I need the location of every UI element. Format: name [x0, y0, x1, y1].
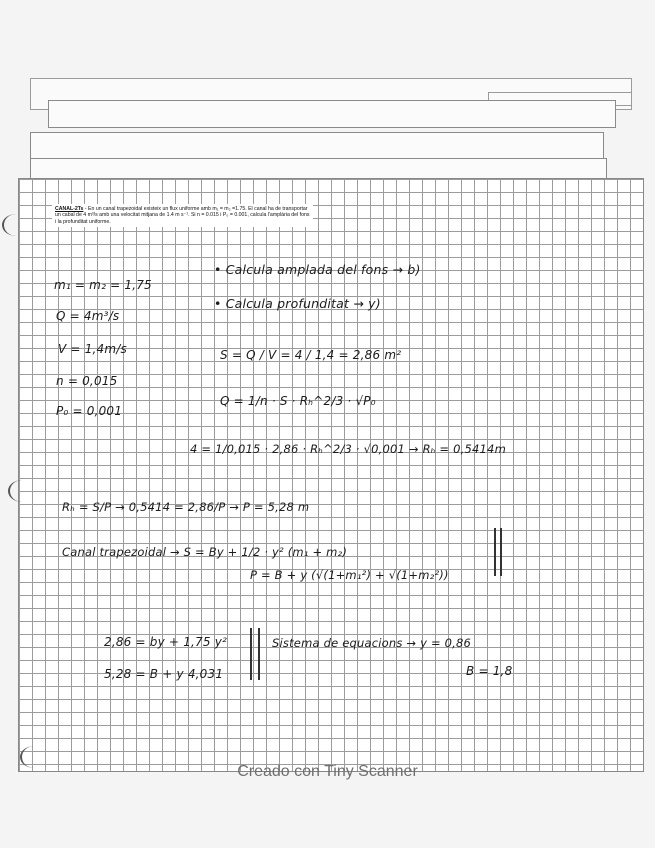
system-eq-2: 5,28 = B + y 4,031 [104, 667, 224, 681]
equation-manning: Q = 1/n · S · Rₕ^2/3 · √P₀ [220, 394, 376, 408]
problem-title: CANAL-2Ts [55, 206, 84, 212]
equation-area: S = Q / V = 4 / 1,4 = 2,86 m² [220, 348, 402, 362]
system-eq-1: 2,86 = by + 1,75 y² [104, 635, 228, 649]
problem-statement [52, 204, 313, 227]
punch-hole-middle [8, 480, 36, 502]
scanner-watermark: Creado con Tiny Scanner [237, 763, 418, 780]
given-m: m₁ = m₂ = 1,75 [54, 278, 152, 292]
given-p0: P₀ = 0,001 [56, 404, 123, 418]
result-b: B = 1,8 [466, 664, 513, 678]
task-depth: • Calcula profunditat → y) [214, 296, 381, 311]
given-q: Q = 4m³/s [56, 309, 120, 323]
equation-perimeter: Rₕ = S/P → 0,5414 = 2,86/P → P = 5,28 m [62, 500, 310, 514]
task-width: • Calcula amplada del fons → b) [214, 262, 421, 277]
equation-bracket [494, 528, 502, 576]
problem-text: - En un canal trapezoidal existeix un flux uniforme amb m₁ = m₂ =1.75. El canal ha de transportar un cabal de 4 m³/s amb una velocitat mitjana de 1.4 m s⁻¹. Si n = 0.015 i P₀ = 0.001, calcula l'amplària del fons i la profunditat uniforme. [55, 206, 310, 225]
system-brace [250, 628, 260, 680]
equation-trapezoid-perimeter: P = B + y (√(1+m₁²) + √(1+m₂²)) [250, 568, 449, 582]
equation-trapezoid-area: Canal trapezoidal → S = By + 1/2 · y² (m₁ + m₂) [62, 545, 348, 559]
punch-hole-top [2, 214, 30, 236]
header-box-2 [30, 132, 604, 160]
given-v: V = 1,4m/s [58, 342, 127, 356]
system-label: Sistema de equacions → y = 0,86 [272, 636, 472, 650]
header-box [48, 100, 616, 128]
equation-hydraulic-radius: 4 = 1/0,015 · 2,86 · Rₕ^2/3 · √0,001 → Rₕ = 0,5414m [190, 442, 506, 456]
given-n: n = 0,015 [56, 374, 118, 388]
